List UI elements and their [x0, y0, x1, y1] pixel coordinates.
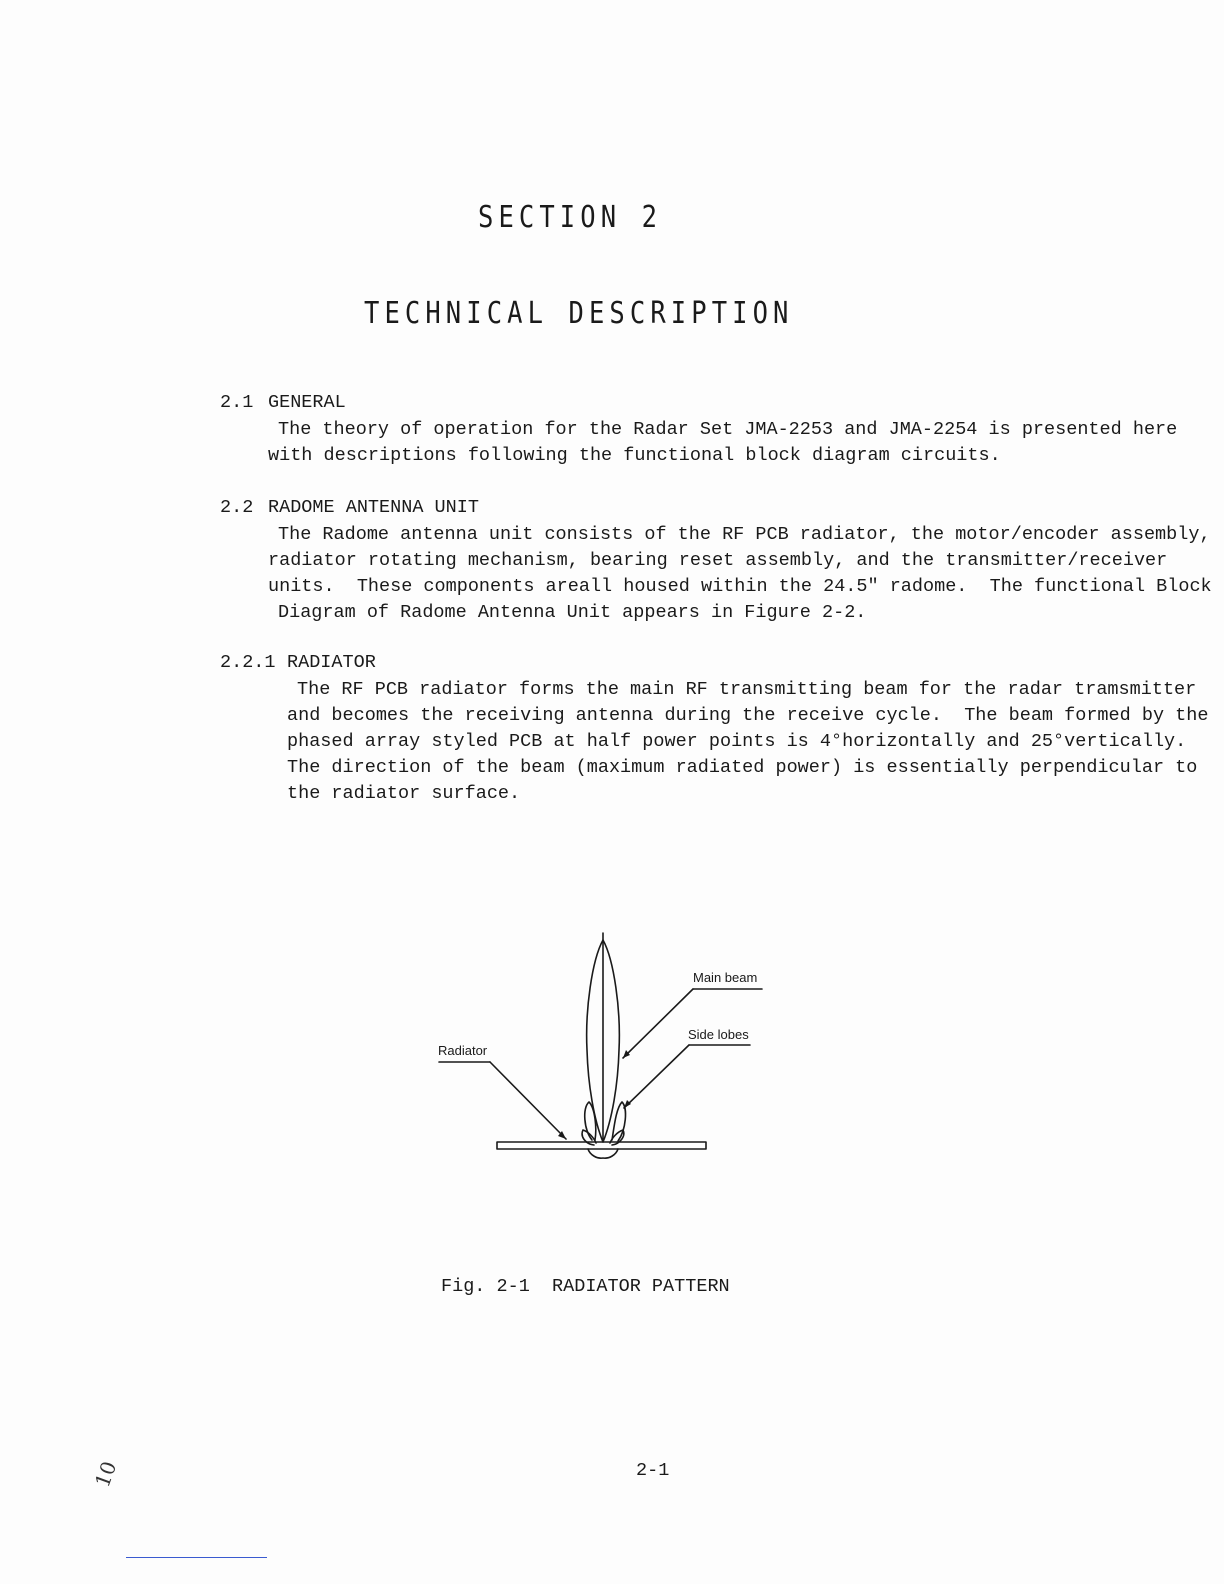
section-2-2-1-line-1: The RF PCB radiator forms the main RF transmitting beam for the radar tramsmitter [297, 679, 1197, 700]
side-lobes-leader-line [624, 1045, 689, 1108]
section-2-1-line-2: with descriptions following the functional block diagram circuits. [268, 445, 1001, 466]
section-2-2-line-3: units. These components areall housed within the 24.5" radome. The functional Block [268, 576, 1212, 597]
back-lobe [588, 1149, 618, 1158]
radiator-leader-line [490, 1062, 566, 1139]
page-number: 2-1 [636, 1460, 670, 1481]
section-2-2-line-1: The Radome antenna unit consists of the RF PCB radiator, the motor/encoder assembly, [278, 524, 1211, 545]
section-label: SECTION 2 [478, 200, 663, 235]
section-2-2-heading: RADOME ANTENNA UNIT [268, 497, 479, 518]
section-2-2-1-number: 2.2.1 [220, 652, 276, 673]
main-beam-label: Main beam [693, 970, 758, 985]
main-beam-leader-line [623, 989, 693, 1058]
section-2-2-1-line-4: The direction of the beam (maximum radiated power) is essentially perpendicular to [287, 757, 1198, 778]
section-2-2-number: 2.2 [220, 497, 254, 518]
section-2-2-line-2: radiator rotating mechanism, bearing reset assembly, and the transmitter/receiver [268, 550, 1168, 571]
figure-caption: Fig. 2-1 RADIATOR PATTERN [441, 1276, 730, 1297]
footer-rule [126, 1557, 267, 1558]
section-title: TECHNICAL DESCRIPTION [364, 296, 794, 331]
section-2-2-line-4: Diagram of Radome Antenna Unit appears in Figure 2-2. [278, 602, 867, 623]
section-2-2-1-heading: RADIATOR [287, 652, 376, 673]
section-2-1-line-1: The theory of operation for the Radar Set JMA-2253 and JMA-2254 is presented here [278, 419, 1178, 440]
section-2-1-number: 2.1 [220, 392, 254, 413]
radiator-plate [497, 1142, 706, 1149]
side-lobes-label: Side lobes [688, 1027, 749, 1042]
section-2-2-1-line-3: phased array styled PCB at half power points is 4°horizontally and 25°vertically. [287, 731, 1187, 752]
handwritten-margin-mark: 10 [90, 1458, 122, 1491]
section-2-2-1-line-2: and becomes the receiving antenna during the receive cycle. The beam formed by the [287, 705, 1209, 726]
section-2-1-heading: GENERAL [268, 392, 346, 413]
section-2-2-1-line-5: the radiator surface. [287, 783, 521, 804]
radiator-label: Radiator [438, 1043, 488, 1058]
